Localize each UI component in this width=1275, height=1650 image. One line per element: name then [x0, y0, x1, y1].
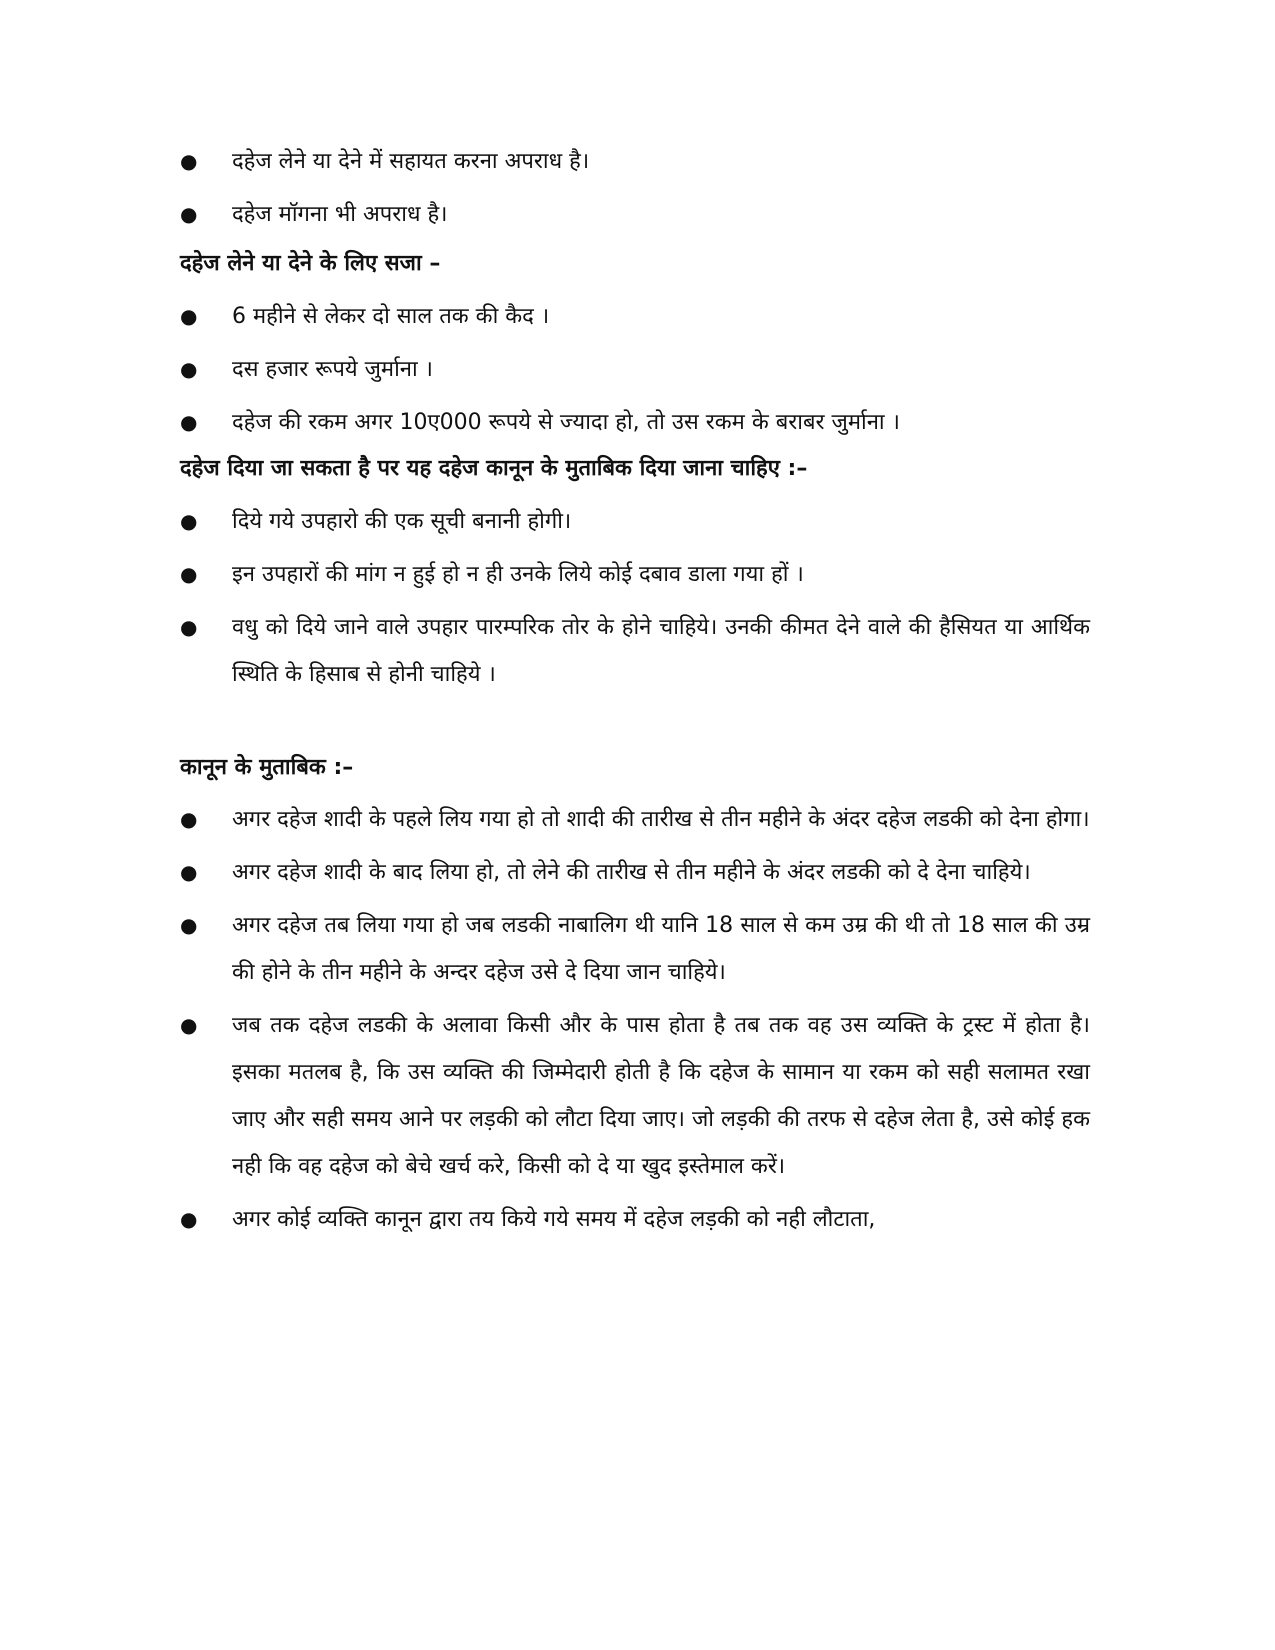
- bullet: ●: [180, 860, 198, 884]
- item-text: दहेज मॉगना भी अपराध है।: [232, 202, 448, 227]
- item-text: अगर दहेज शादी के बाद लिया हो, तो लेने की तारीख से तीन महीने के अंदर लडकी को दे देना चाहिये।: [232, 860, 1031, 885]
- bullet: ●: [180, 807, 198, 831]
- bullet: ●: [180, 615, 198, 639]
- section-allowed-dowry: [180, 498, 1090, 698]
- section-punishment: [180, 293, 1090, 446]
- bullet: ●: [180, 304, 198, 328]
- item-text: दिये गये उपहारो की एक सूची बनानी होगी।: [232, 509, 572, 534]
- item-text: अगर कोई व्यक्ति कानून द्वारा तय किये गये समय में दहेज लड़की को नही लौटाता,: [232, 1207, 876, 1232]
- list-item: [180, 346, 1090, 393]
- bullet: ●: [180, 357, 198, 381]
- item-text: दहेज की रकम अगर 10ए000 रूपये से ज्यादा हो, तो उस रकम के बराबर जुर्माना ।: [232, 410, 900, 435]
- list-item: [180, 138, 1090, 185]
- list-item: [180, 293, 1090, 340]
- section-as-per-law: [180, 796, 1090, 1243]
- item-text: दस हजार रूपये जुर्माना ।: [232, 357, 434, 382]
- list-item: [180, 1196, 1090, 1243]
- item-text: दहेज लेने या देने में सहायत करना अपराध है।: [232, 149, 590, 174]
- list-item: [180, 796, 1090, 843]
- list-item: [180, 604, 1090, 698]
- bullet: ●: [180, 149, 198, 173]
- item-text: अगर दहेज तब लिया गया हो जब लडकी नाबालिग थी यानि 18 साल से कम उम्र की थी तो 18 साल की उम्र की होने के तीन महीने के अन्दर दहेज उसे दे दिया जान चाहिये।: [232, 913, 1090, 985]
- list-item: [180, 191, 1090, 238]
- bullet: ●: [180, 562, 198, 586]
- bullet: ●: [180, 202, 198, 226]
- item-text: वधु को दिये जाने वाले उपहार पारम्परिक तोर के होने चाहिये। उनकी कीमत देने वाले की हैसियत या आर्थिक स्थिति के हिसाब से होनी चाहिये ।: [232, 615, 1090, 687]
- item-text: इन उपहारों की मांग न हुई हो न ही उनके लिये कोई दबाव डाला गया हों ।: [232, 562, 804, 587]
- list-item: [180, 399, 1090, 446]
- heading-punishment: दहेज लेने या देने के लिए सजा –: [180, 251, 441, 276]
- bullet: ●: [180, 1013, 198, 1037]
- list-item: [180, 902, 1090, 996]
- list-item: [180, 498, 1090, 545]
- bullet: ●: [180, 1207, 198, 1231]
- bullet: ●: [180, 410, 198, 434]
- item-text: जब तक दहेज लडकी के अलावा किसी और के पास होता है तब तक वह उस व्यक्ति के ट्रस्ट में होता है। इसका मतलब है, कि उस व्यक्ति की जिम्मेदारी होती है कि दहेज के सामान या रकम को सही सलामत रखा जाए और सही समय आने पर लड़की को लौटा दिया जाए। जो लड़की की तरफ से दहेज लेता है, उसे कोई हक नही कि वह दहेज को बेचे खर्च करे, किसी को दे या खुद इस्तेमाल करें।: [232, 1013, 1090, 1179]
- bullet: ●: [180, 913, 198, 937]
- item-text: 6 महीने से लेकर दो साल तक की कैद ।: [232, 304, 550, 329]
- bullet: ●: [180, 509, 198, 533]
- list-item: [180, 1002, 1090, 1190]
- list-item: [180, 849, 1090, 896]
- item-text: अगर दहेज शादी के पहले लिय गया हो तो शादी की तारीख से तीन महीने के अंदर दहेज लडकी को देना होगा।: [232, 807, 1090, 832]
- list-item: [180, 551, 1090, 598]
- section-abetment: [180, 138, 1090, 238]
- heading-allowed-dowry: दहेज दिया जा सकता है पर यह दहेज कानून के मुताबिक दिया जाना चाहिए :–: [180, 456, 808, 481]
- heading-as-per-law: कानून के मुताबिक :–: [180, 755, 354, 780]
